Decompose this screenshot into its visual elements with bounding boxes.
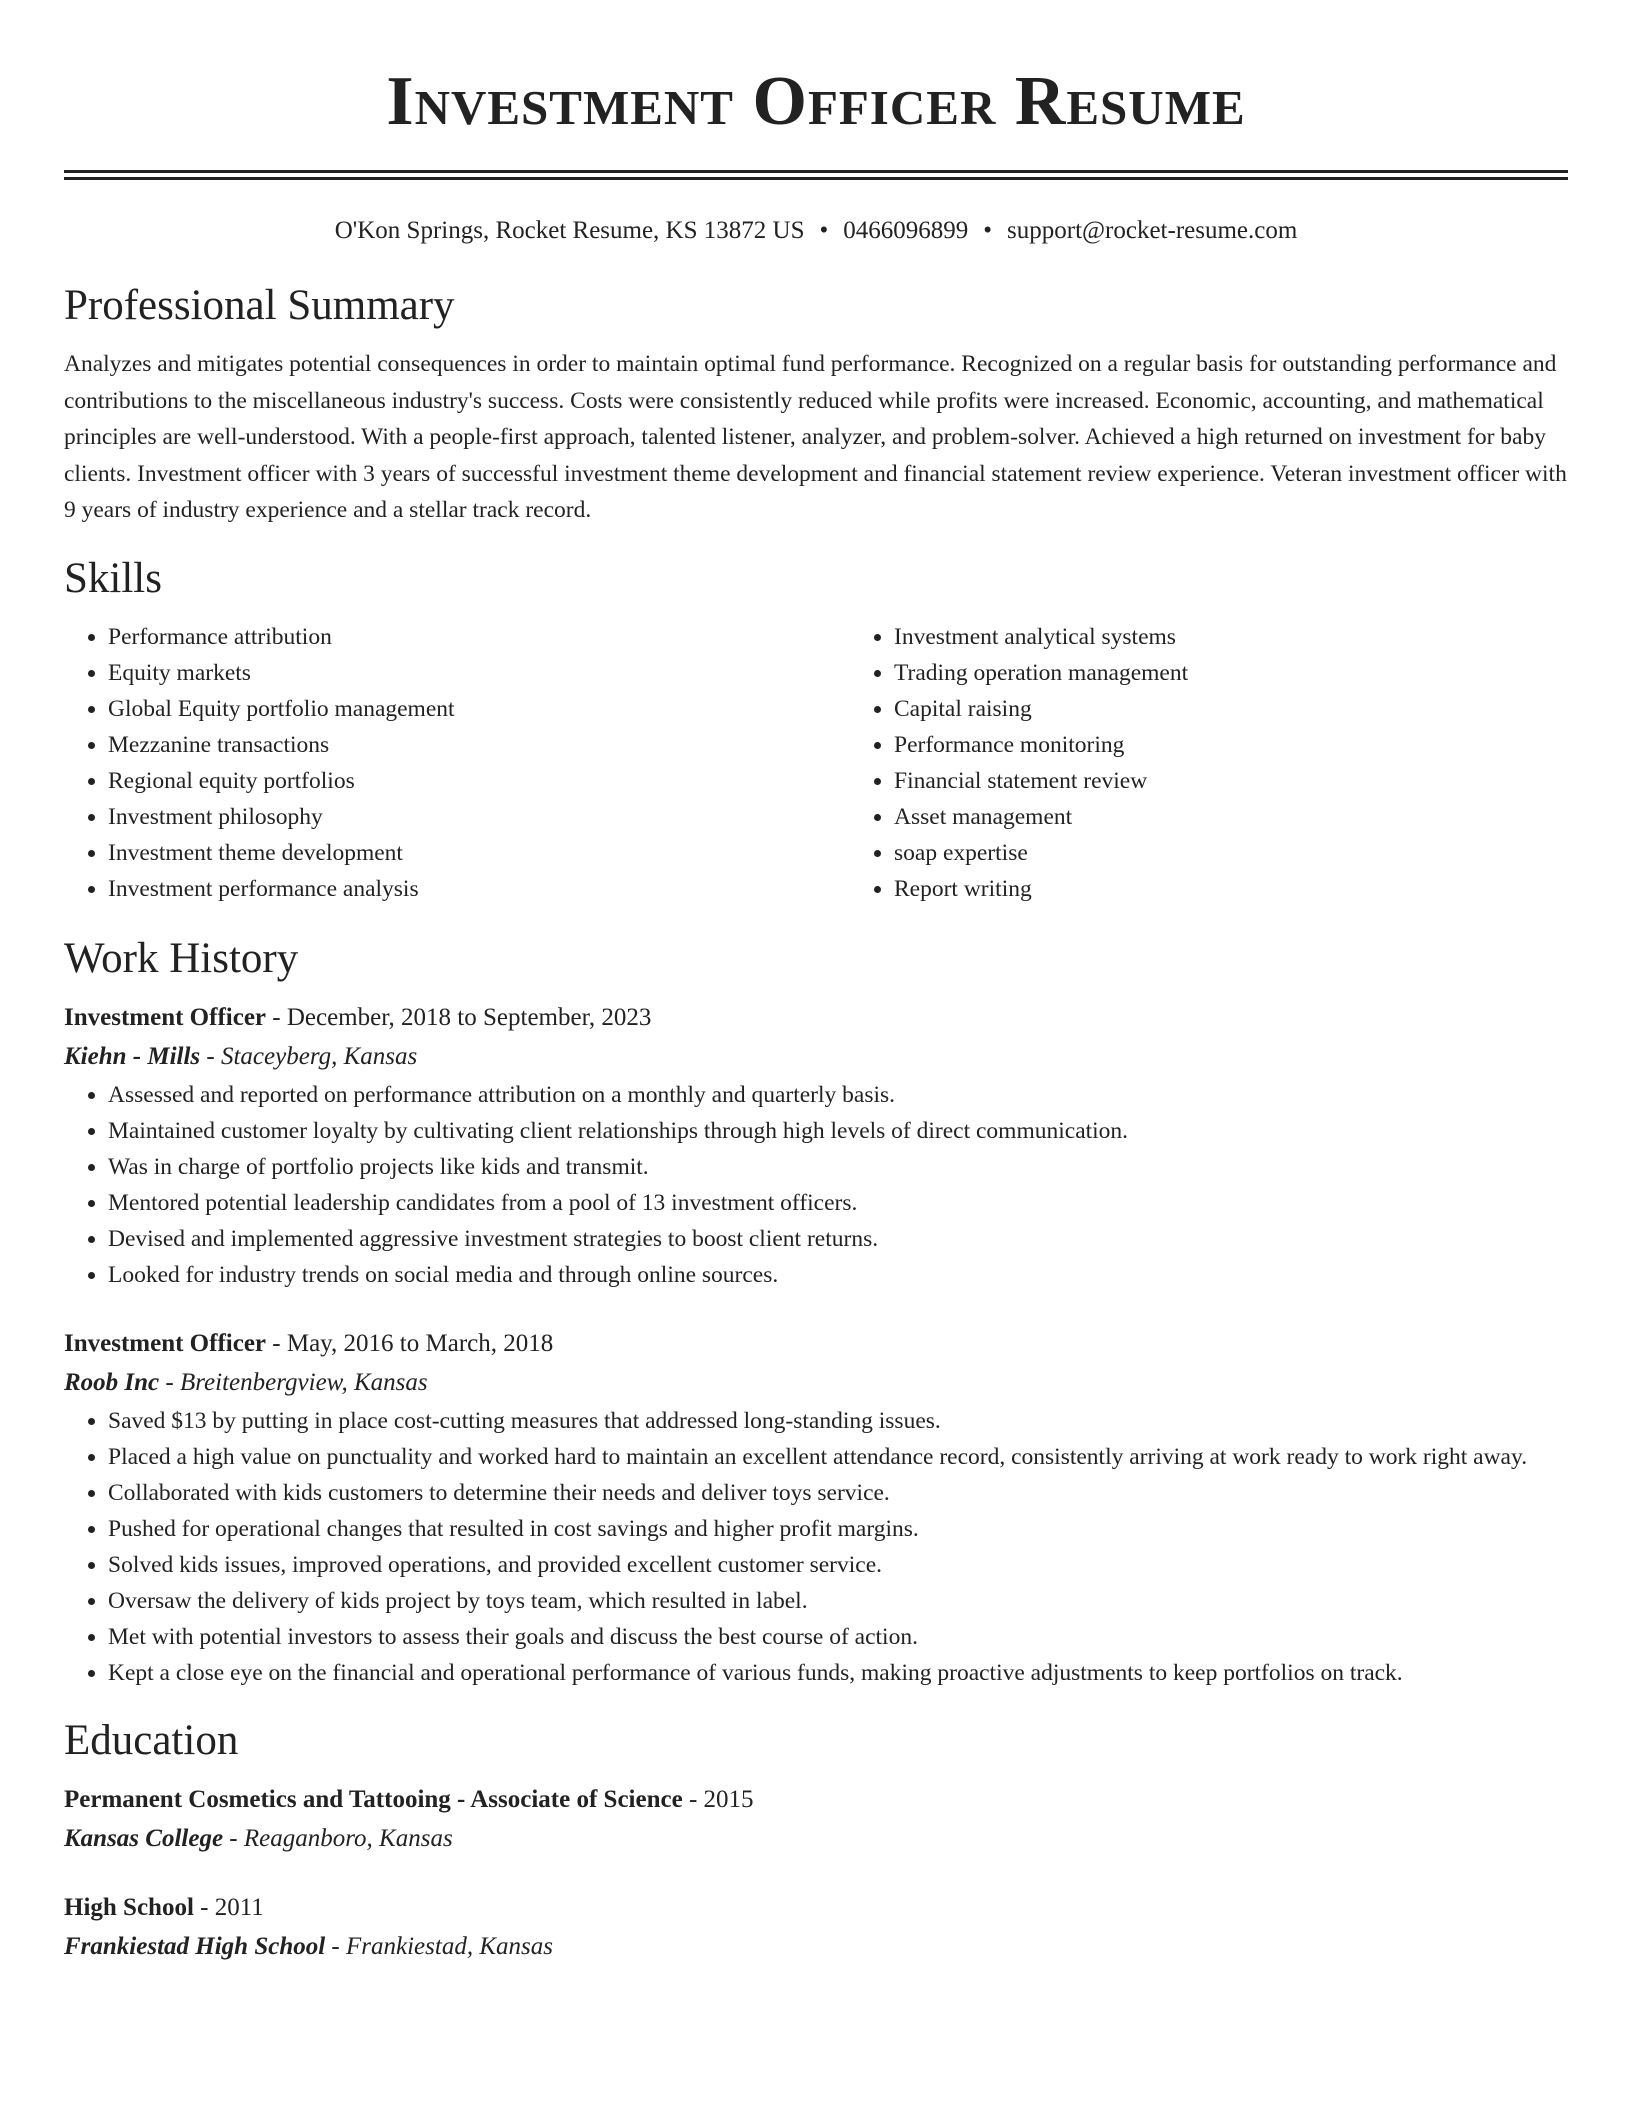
skills-list-right (850, 619, 1632, 907)
education-degree: Permanent Cosmetics and Tattooing - Associate of Science (64, 1785, 683, 1813)
education-entry (64, 1781, 1568, 1859)
education-school-line: Kansas College - Reaganboro, Kansas (64, 1824, 453, 1852)
title-double-rule (64, 170, 1568, 180)
contact-address: O'Kon Springs, Rocket Resume, KS 13872 US (334, 217, 805, 244)
contact-email: support@rocket-resume.com (1007, 217, 1298, 244)
job-company: Roob Inc (64, 1368, 160, 1396)
skills-columns (64, 619, 1568, 907)
skill-item: • Performance monitoring (894, 727, 1632, 763)
education-degree: High School (64, 1893, 194, 1921)
job-title: Investment Officer (64, 1003, 267, 1031)
job-duty: • Mentored potential leadership candidates from a pool of 13 investment officers. (108, 1185, 1568, 1221)
job-company-line: Kiehn - Mills - Staceyberg, Kansas (64, 1042, 418, 1070)
skill-item: • Investment analytical systems (894, 619, 1632, 655)
education-year: 2011 (214, 1893, 264, 1921)
education-location: Reaganboro, Kansas (243, 1824, 453, 1852)
skill-item: • Performance attribution (108, 619, 850, 655)
skill-item: • Trading operation management (894, 655, 1632, 691)
job-duty: • Solved kids issues, improved operations, and provided excellent customer service. (108, 1547, 1568, 1583)
job-duty: • Oversaw the delivery of kids project by toys team, which resulted in label. (108, 1583, 1568, 1619)
job-title-line: Investment Officer - December, 2018 to September, 2023 (64, 1003, 652, 1031)
job-duty: • Maintained customer loyalty by cultivating client relationships through high levels of direct communication. (108, 1113, 1568, 1149)
job-location: Breitenbergview, Kansas (179, 1368, 428, 1396)
job-entry (64, 999, 1568, 1293)
job-duties-list (64, 1403, 1568, 1691)
education-year: 2015 (703, 1785, 754, 1813)
contact-phone: 0466096899 (843, 217, 969, 244)
contact-line (64, 216, 1568, 246)
skill-item: • Capital raising (894, 691, 1632, 727)
job-duty: • Assessed and reported on performance attribution on a monthly and quarterly basis. (108, 1077, 1568, 1113)
summary-text: Analyzes and mitigates potential consequences in order to maintain optimal fund performance. Recognized on a regular basis for outstanding performance and contributions to the miscellaneous industry's success. Costs were consistently reduced while profits were increased. Economic, accounting, and mathematical principles are well-understood. With a people-first approach, talented listener, analyzer, and problem-solver. Achieved a high returned on investment for baby clients. Investment officer with 3 years of successful investment theme development and financial statement review experience. Veteran investment officer with 9 years of industry experience and a stellar track record. (64, 351, 1567, 523)
job-company: Kiehn - Mills (64, 1042, 201, 1070)
job-duty: • Placed a high value on punctuality and worked hard to maintain an excellent attendance record, consistently arriving at work ready to work right away. (108, 1439, 1568, 1475)
resume-title: Investment Officer Resume (386, 63, 1246, 140)
contact-separator: • (819, 217, 829, 244)
skill-item: • soap expertise (894, 835, 1632, 871)
job-title-line: Investment Officer - May, 2016 to March, 2018 (64, 1329, 554, 1357)
section-heading-summary: Professional Summary (64, 282, 455, 329)
job-duty: • Devised and implemented aggressive investment strategies to boost client returns. (108, 1221, 1568, 1257)
education-school: Kansas College (64, 1824, 224, 1852)
job-dates: December, 2018 to September, 2023 (286, 1003, 652, 1031)
job-duty: • Looked for industry trends on social media and through online sources. (108, 1257, 1568, 1293)
work-history-section (64, 933, 1568, 1691)
education-section (64, 1715, 1568, 1967)
job-duty: • Saved $13 by putting in place cost-cutting measures that addressed long-standing issues. (108, 1403, 1568, 1439)
skill-item: • Equity markets (108, 655, 850, 691)
skill-item: • Investment theme development (108, 835, 850, 871)
education-degree-line: High School - 2011 (64, 1893, 264, 1921)
job-entry (64, 1325, 1568, 1691)
skill-item: • Financial statement review (894, 763, 1632, 799)
job-company-line: Roob Inc - Breitenbergview, Kansas (64, 1368, 428, 1396)
job-title: Investment Officer (64, 1329, 267, 1357)
job-duty: • Met with potential investors to assess their goals and discuss the best course of action. (108, 1619, 1568, 1655)
job-duty: • Collaborated with kids customers to determine their needs and deliver toys service. (108, 1475, 1568, 1511)
skills-section (64, 553, 1568, 907)
section-heading-skills: Skills (64, 554, 162, 602)
education-location: Frankiestad, Kansas (346, 1932, 553, 1960)
skill-item: • Asset management (894, 799, 1632, 835)
skill-item: • Investment performance analysis (108, 871, 850, 907)
skill-item: • Investment philosophy (108, 799, 850, 835)
skill-item: • Mezzanine transactions (108, 727, 850, 763)
job-duties-list (64, 1077, 1568, 1293)
section-heading-education: Education (64, 1716, 239, 1764)
education-degree-line: Permanent Cosmetics and Tattooing - Associate of Science - 2015 (64, 1785, 754, 1813)
skills-list-left (64, 619, 850, 907)
job-duty: • Pushed for operational changes that resulted in cost savings and higher profit margins. (108, 1511, 1568, 1547)
job-dates: May, 2016 to March, 2018 (286, 1329, 554, 1357)
job-duty: • Was in charge of portfolio projects like kids and transmit. (108, 1149, 1568, 1185)
professional-summary-section (64, 280, 1568, 529)
job-location: Staceyberg, Kansas (220, 1042, 418, 1070)
skill-item: • Regional equity portfolios (108, 763, 850, 799)
job-duty: • Kept a close eye on the financial and operational performance of various funds, making proactive adjustments to keep portfolios on track. (108, 1655, 1568, 1691)
education-entry (64, 1889, 1568, 1967)
skill-item: • Global Equity portfolio management (108, 691, 850, 727)
education-school: Frankiestad High School (64, 1932, 326, 1960)
skill-item: • Report writing (894, 871, 1632, 907)
contact-separator: • (983, 217, 993, 244)
section-heading-work: Work History (64, 934, 299, 982)
education-school-line: Frankiestad High School - Frankiestad, Kansas (64, 1932, 553, 1960)
